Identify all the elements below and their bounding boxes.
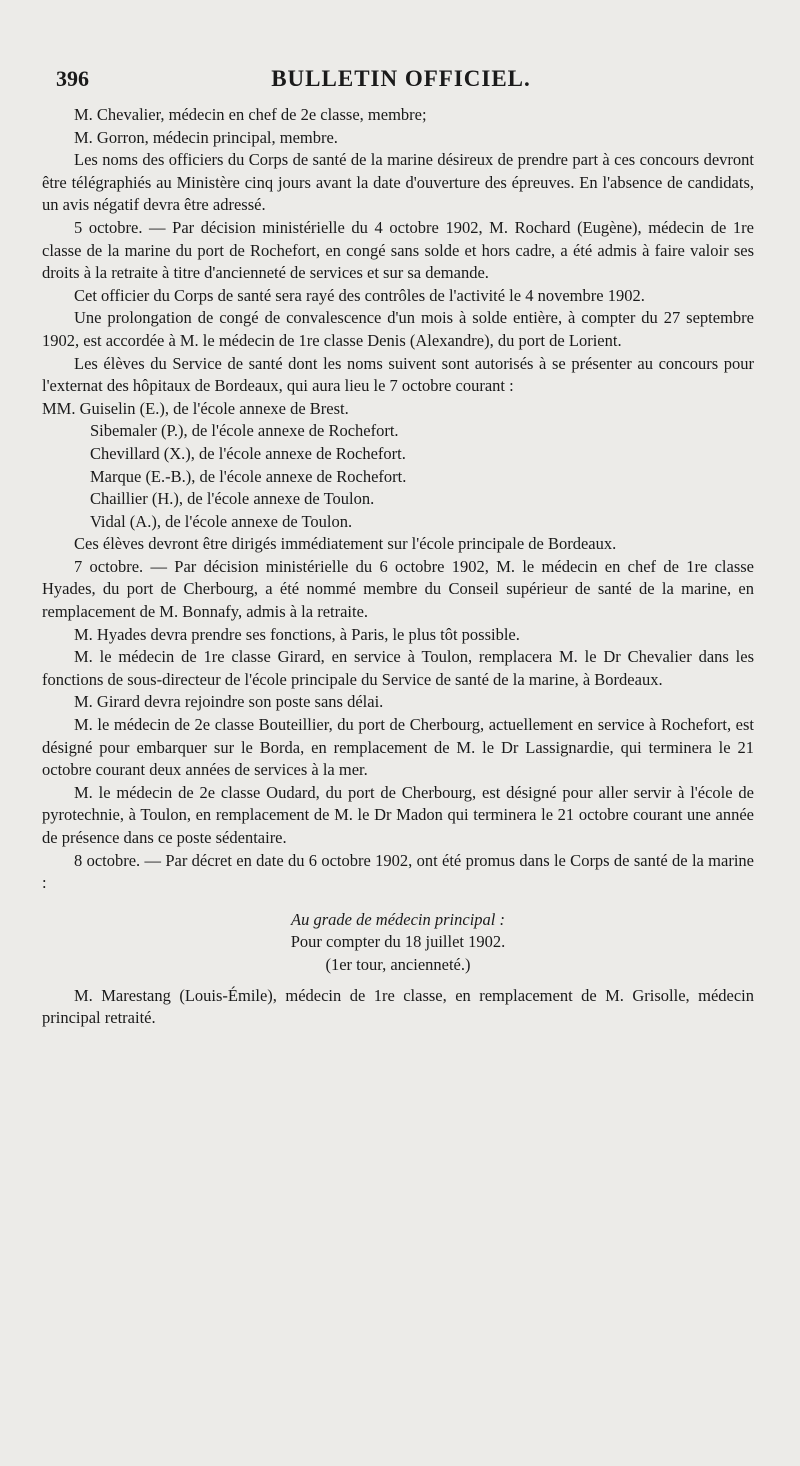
paragraph: Les élèves du Service de santé dont les noms suivent sont autorisés à se présenter au concours pour l'externat des hôpitaux de Bordeaux, qui aura lieu le 7 octobre courant : <box>42 353 754 396</box>
paragraph: 8 octobre. — Par décret en date du 6 octobre 1902, ont été promus dans le Corps de santé de la marine : <box>42 850 754 893</box>
paragraph: 5 octobre. — Par décision ministérielle du 4 octobre 1902, M. Rochard (Eugène), médecin de 1re classe de la marine du port de Rochefort, en congé sans solde et hors cadre, a été admis à faire valoir ses droits à la retraite à titre d'ancienneté de services et sur sa demande. <box>42 217 754 283</box>
promotion-entry: M. Marestang (Louis-Émile), médecin de 1re classe, en remplacement de M. Grisolle, médecin principal retraité. <box>42 985 754 1028</box>
document-body <box>42 104 754 1030</box>
paragraph: M. le médecin de 1re classe Girard, en service à Toulon, remplacera M. le Dr Chevalier dans les fonctions de sous-directeur de l'école principale du Service de santé de la marine, à Bordeaux. <box>42 647 754 689</box>
promotion-grade: Au grade de médecin principal : <box>291 909 505 929</box>
list-item: Sibemaler (P.), de l'école annexe de Rochefort. <box>90 421 399 441</box>
paragraph: M. Chevalier, médecin en chef de 2e classe, membre; <box>74 105 427 124</box>
list-item: Marque (E.-B.), de l'école annexe de Rochefort. <box>90 466 407 486</box>
student-list <box>42 398 754 534</box>
running-title: BULLETIN OFFICIEL. <box>271 66 531 91</box>
paragraph: 7 octobre. — Par décision ministérielle du 6 octobre 1902, M. le médecin en chef de 1re classe Hyades, du port de Cherbourg, a été nommé membre du Conseil supérieur de santé de la marine, en remplacement de M. Bonnafy, admis à la retraite. <box>42 556 754 622</box>
paragraph: M. Girard devra rejoindre son poste sans délai. <box>74 692 384 712</box>
paragraph: M. le médecin de 2e classe Oudard, du port de Cherbourg, est désigné pour aller servir à l'école de pyrotechnie, à Toulon, en remplacement de M. le Dr Madon qui terminera le 21 octobre courant une année de présence dans ce poste sédentaire. <box>42 782 754 847</box>
paragraph: Cet officier du Corps de santé sera rayé des contrôles de l'activité le 4 novembre 1902. <box>74 285 645 305</box>
list-item: Chaillier (H.), de l'école annexe de Toulon. <box>90 489 375 509</box>
list-item: Vidal (A.), de l'école annexe de Toulon. <box>90 511 353 531</box>
paragraph: M. Gorron, médecin principal, membre. <box>74 127 338 147</box>
paragraph: Une prolongation de congé de convalescence d'un mois à solde entière, à compter du 27 septembre 1902, est accordée à M. le médecin de 1re classe Denis (Alexandre), du port de Lorient. <box>42 308 754 350</box>
promotion-tour: (1er tour, ancienneté.) <box>325 954 471 974</box>
paragraph: M. Hyades devra prendre ses fonctions, à Paris, le plus tôt possible. <box>74 624 520 644</box>
list-item: MM. Guiselin (E.), de l'école annexe de Brest. <box>42 398 349 418</box>
promotion-date: Pour compter du 18 juillet 1902. <box>290 932 506 952</box>
paragraph: Les noms des officiers du Corps de santé de la marine désireux de prendre part à ces concours devront être télégraphiés au Ministère cinq jours avant la date d'ouverture des épreuves. En l'absence de candidats, un avis négatif devra être adressé. <box>42 150 754 215</box>
paragraph: Ces élèves devront être dirigés immédiatement sur l'école principale de Bordeaux. <box>74 534 617 554</box>
paragraph: M. le médecin de 2e classe Bouteillier, du port de Cherbourg, actuellement en service à Rochefort, est désigné pour embarquer sur le Borda, en remplacement de M. le Dr Lassignardie, qui terminera le 21 octobre courant deux années de services à la mer. <box>42 715 754 780</box>
page-number: 396 <box>56 66 89 91</box>
page-header <box>56 66 746 98</box>
list-item: Chevillard (X.), de l'école annexe de Rochefort. <box>90 443 406 463</box>
